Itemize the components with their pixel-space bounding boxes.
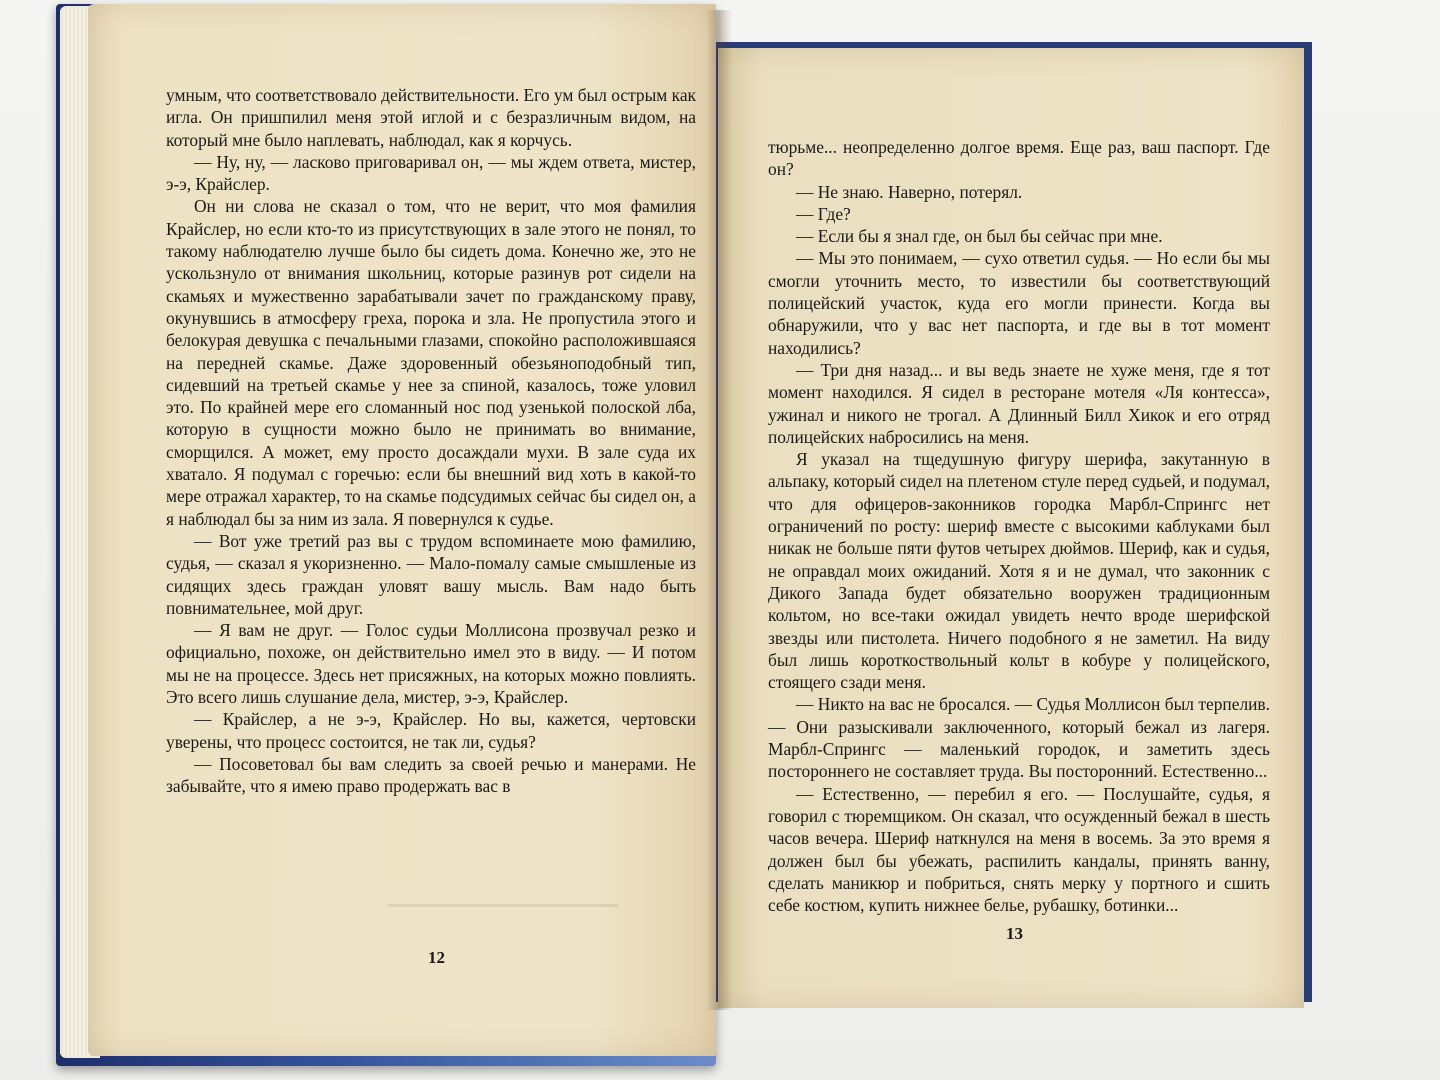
- paragraph: — Мы это понимаем, — сухо ответил судья. — Но если бы мы смогли уточнить место, то известили бы соответствующий полицейский участок, куда его могли принести. Когда вы обнаружили, что у вас нет паспорта, и где вы в тот момент находились?: [768, 248, 1270, 358]
- paragraph: — Вот уже третий раз вы с трудом вспоминаете мою фамилию, судья, — сказал я укоризненно. — Мало-помалу самые смышленые из сидящих здесь граждан уловят вашу мысль. Вам надо быть повнимательнее, мой друг.: [166, 530, 696, 618]
- left-page: [88, 4, 716, 1056]
- left-page-text: [166, 84, 696, 798]
- print-smudge: [388, 904, 618, 907]
- paragraph: Он ни слова не сказал о том, что не верит, что моя фамилия Крайслер, но если кто-то из присутствующих в зале этого не понял, то такому наблюдателю лучше было бы сидеть дома. Конечно же, это не ускользнуло от внимания школьниц, которые разинув рот сидели на скамьях и мужественно зарабатывали зачет по гражданскому праву, окунувшись в атмосферу греха, порока и зла. Не пропустила этого и белокурая девушка с печальными глазами, спокойно расположившаяся на передней скамье. Даже здоровенный обезьяноподобный тип, сидевший на третьей скамье у нее за спиной, казалось, тоже уловил это. По крайней мере его сломанный нос под узенькой полоской лба, которую в сущности можно было не принимать во внимание, сморщился. А может, ему просто досаждали мухи. В зале суда их хватало. Я подумал с горечью: если бы внешний вид хоть в какой-то мере отражал характер, то на скамье подсудимых сейчас бы сидел он, а я наблюдал бы за ним из зала. Я повернулся к судье.: [166, 196, 696, 529]
- paragraph: — Посоветовал бы вам следить за своей речью и манерами. Не забывайте, что я имею право продержать вас в: [166, 753, 696, 797]
- paragraph: — Если бы я знал где, он был бы сейчас при мне.: [796, 226, 1163, 247]
- paragraph: — Я вам не друг. — Голос судьи Моллисона прозвучал резко и официально, похоже, он действительно имел это в виду. — И потом мы не на процессе. Здесь нет присяжных, на которых можно повлиять. Это всего лишь слушание дела, мистер, э-э, Крайслер.: [166, 620, 696, 708]
- paragraph: — Ну, ну, — ласково приговаривал он, — мы ждем ответа, мистер, э-э, Крайслер.: [166, 151, 696, 195]
- paragraph: — Не знаю. Наверно, потерял.: [796, 181, 1023, 202]
- page-number-left: 12: [428, 948, 445, 967]
- paragraph: — Естественно, — перебил я его. — Послушайте, судья, я говорил с тюремщиком. Он сказал, что осужденный бежал в шесть часов вечера. Шериф наткнулся на меня в восемь. За это время я должен был бы убежать, распилить кандалы, принять ванну, сделать маникюр и побриться, снять мерку у портного и сшить себе костюм, купить нижнее белье, рубашку, ботинки...: [768, 783, 1270, 916]
- paragraph: Я указал на тщедушную фигуру шерифа, закутанную в альпаку, который сидел на плетеном стуле перед судьей, и подумал, что для офицеров-законников городка Марбл-Спрингс нет ограничений по росту: шериф вместе с высокими каблуками был никак не больше пяти футов четырех дюймов. Шериф, как и судья, не оправдал моих ожиданий. Хотя я и не думал, что законник с Дикого Запада будет обязательно вооружен традиционным кольтом, но все-таки ожидал увидеть нечто вроде шерифской звезды или пистолета. Ничего подобного я не заметил. На виду был лишь короткоствольный кольт в кобуре у полицейского, стоящего сзади меня.: [768, 449, 1270, 693]
- book-gutter-shadow: [706, 10, 732, 1010]
- paragraph: — Где?: [796, 203, 851, 224]
- paragraph: — Крайслер, а не э-э, Крайслер. Но вы, кажется, чертовски уверены, что процесс состоится, не так ли, судья?: [166, 709, 696, 752]
- right-page: [718, 48, 1304, 1008]
- paragraph: умным, что соответствовало действительности. Его ум был острым как игла. Он пришпилил меня этой иглой и с безразличным видом, на который мне было наплевать, наблюдал, как я корчусь.: [166, 85, 697, 150]
- paragraph: тюрьме... неопределенно долгое время. Еще раз, ваш паспорт. Где он?: [768, 137, 1270, 180]
- paragraph: — Три дня назад... и вы ведь знаете не хуже меня, где я тот момент находился. Я сидел в ресторане мотеля «Ля контесса», ужинал и никого не трогал. А Длинный Билл Хикок и его отряд полицейских набросились на меня.: [768, 359, 1270, 447]
- right-page-text: [768, 136, 1270, 916]
- page-number-right: 13: [1006, 924, 1023, 943]
- paragraph: — Никто на вас не бросался. — Судья Моллисон был терпелив. — Они разыскивали заключенного, который бежал из лагеря. Марбл-Спрингс — маленький городок, и заметить здесь постороннего не составляет труда. Вы посторонний. Естественно...: [768, 694, 1270, 782]
